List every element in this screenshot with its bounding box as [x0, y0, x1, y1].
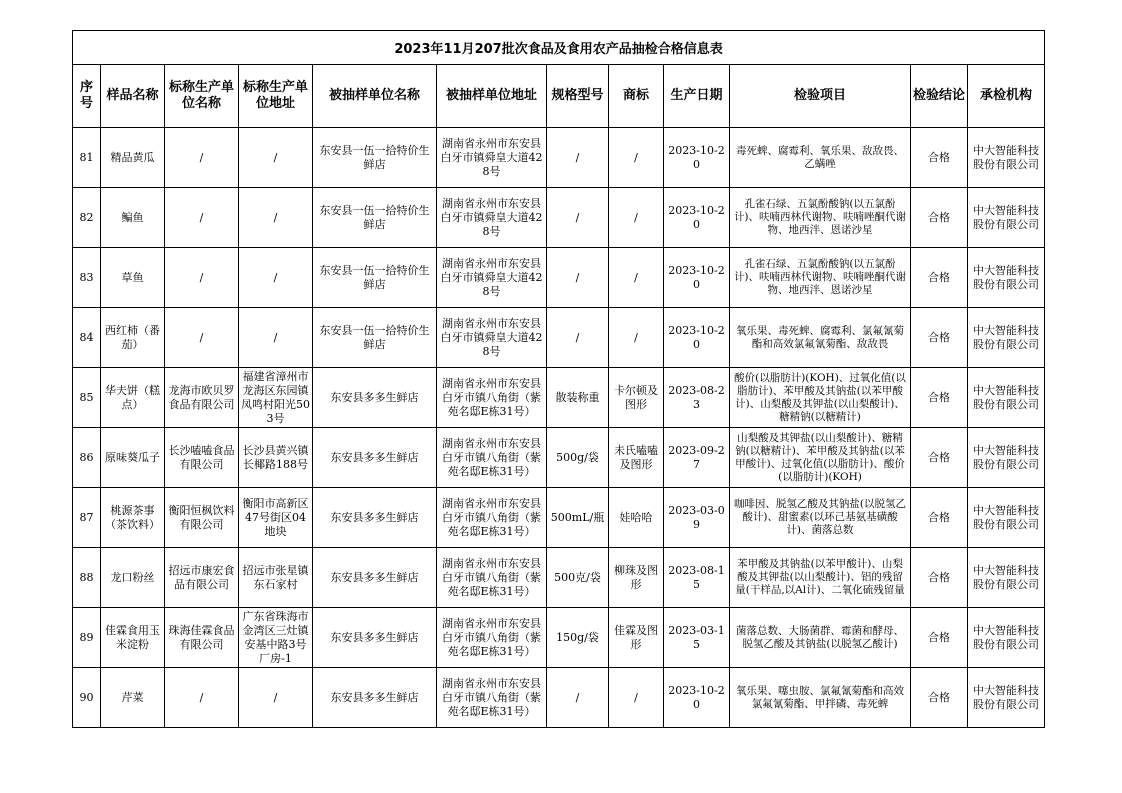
cell-trademark: /: [609, 128, 664, 188]
cell-index: 84: [73, 308, 101, 368]
cell-producer-address: /: [239, 248, 313, 308]
table-row: [73, 128, 1045, 188]
cell-spec: /: [547, 248, 609, 308]
col-header-conclusion: 检验结论: [911, 65, 968, 128]
cell-index: 87: [73, 488, 101, 548]
col-header-producer-name: 标称生产单位名称: [165, 65, 239, 128]
cell-spec: /: [547, 188, 609, 248]
cell-index: 82: [73, 188, 101, 248]
cell-producer-address: 长沙县黄兴镇长椰路188号: [239, 428, 313, 488]
cell-sampled-unit-address: 湖南省永州市东安县白牙市镇舜皇大道428号: [437, 188, 547, 248]
cell-sampled-unit-name: 东安县一伍一拾特价生鲜店: [313, 188, 437, 248]
cell-producer-name: /: [165, 668, 239, 728]
cell-sampled-unit-name: 东安县多多生鲜店: [313, 488, 437, 548]
cell-lab: 中大智能科技股份有限公司: [968, 248, 1045, 308]
cell-producer-name: 招远市康宏食品有限公司: [165, 548, 239, 608]
cell-sampled-unit-address: 湖南省永州市东安县白牙市镇舜皇大道428号: [437, 128, 547, 188]
cell-lab: 中大智能科技股份有限公司: [968, 548, 1045, 608]
cell-production-date: 2023-10-20: [664, 248, 730, 308]
cell-sampled-unit-address: 湖南省永州市东安县白牙市镇舜皇大道428号: [437, 308, 547, 368]
cell-sample-name: 草鱼: [101, 248, 165, 308]
cell-conclusion: 合格: [911, 548, 968, 608]
cell-sampled-unit-name: 东安县多多生鲜店: [313, 548, 437, 608]
cell-producer-name: /: [165, 188, 239, 248]
col-header-test-items: 检验项目: [730, 65, 911, 128]
cell-production-date: 2023-09-27: [664, 428, 730, 488]
cell-production-date: 2023-10-20: [664, 188, 730, 248]
cell-conclusion: 合格: [911, 188, 968, 248]
cell-spec: 150g/袋: [547, 608, 609, 668]
cell-production-date: 2023-10-20: [664, 668, 730, 728]
cell-lab: 中大智能科技股份有限公司: [968, 608, 1045, 668]
cell-conclusion: 合格: [911, 488, 968, 548]
cell-lab: 中大智能科技股份有限公司: [968, 428, 1045, 488]
cell-test-items: 山梨酸及其钾盐(以山梨酸计)、糖精钠(以糖精计)、苯甲酸及其钠盐(以苯甲酸计)、过氧化值(以脂肪计)、酸价(以脂肪计)(KOH): [730, 428, 911, 488]
title-row: [73, 31, 1045, 65]
cell-trademark: /: [609, 248, 664, 308]
cell-conclusion: 合格: [911, 428, 968, 488]
cell-conclusion: 合格: [911, 668, 968, 728]
cell-sample-name: 精品黄瓜: [101, 128, 165, 188]
table-title: 2023年11月207批次食品及食用农产品抽检合格信息表: [73, 31, 1045, 65]
cell-producer-address: /: [239, 188, 313, 248]
cell-sampled-unit-address: 湖南省永州市东安县白牙市镇八角街（紫苑名邸E栋31号）: [437, 488, 547, 548]
cell-producer-name: /: [165, 248, 239, 308]
cell-sampled-unit-name: 东安县一伍一拾特价生鲜店: [313, 128, 437, 188]
cell-conclusion: 合格: [911, 248, 968, 308]
cell-index: 89: [73, 608, 101, 668]
cell-lab: 中大智能科技股份有限公司: [968, 128, 1045, 188]
table-row: [73, 488, 1045, 548]
cell-sampled-unit-address: 湖南省永州市东安县白牙市镇八角街（紫苑名邸E栋31号）: [437, 668, 547, 728]
cell-producer-name: 衡阳恒枫饮料有限公司: [165, 488, 239, 548]
header-row: [73, 65, 1045, 128]
cell-trademark: /: [609, 308, 664, 368]
cell-sampled-unit-name: 东安县一伍一拾特价生鲜店: [313, 308, 437, 368]
cell-trademark: /: [609, 668, 664, 728]
table-row: [73, 368, 1045, 428]
cell-test-items: 毒死蜱、腐霉利、氧乐果、敌敌畏、乙螨唑: [730, 128, 911, 188]
cell-spec: 500克/袋: [547, 548, 609, 608]
table-row: [73, 308, 1045, 368]
cell-sample-name: 桃源茶事（茶饮料）: [101, 488, 165, 548]
cell-lab: 中大智能科技股份有限公司: [968, 488, 1045, 548]
cell-producer-address: 广东省珠海市金湾区三灶镇安基中路3号厂房-1: [239, 608, 313, 668]
cell-sample-name: 龙口粉丝: [101, 548, 165, 608]
cell-trademark: /: [609, 188, 664, 248]
cell-production-date: 2023-08-23: [664, 368, 730, 428]
cell-test-items: 苯甲酸及其钠盐(以苯甲酸计)、山梨酸及其钾盐(以山梨酸计)、铝的残留量(干样品,以Al计)、二氧化硫残留量: [730, 548, 911, 608]
col-header-spec: 规格型号: [547, 65, 609, 128]
cell-producer-name: 珠海佳霖食品有限公司: [165, 608, 239, 668]
cell-index: 83: [73, 248, 101, 308]
cell-producer-address: 衡阳市高新区47号街区04地块: [239, 488, 313, 548]
table-row: [73, 188, 1045, 248]
cell-lab: 中大智能科技股份有限公司: [968, 368, 1045, 428]
cell-conclusion: 合格: [911, 128, 968, 188]
cell-sampled-unit-address: 湖南省永州市东安县白牙市镇八角街（紫苑名邸E栋31号）: [437, 608, 547, 668]
cell-conclusion: 合格: [911, 368, 968, 428]
cell-test-items: 孔雀石绿、五氯酚酸钠(以五氯酚计)、呋喃西林代谢物、呋喃唑酮代谢物、地西泮、恩诺沙星: [730, 248, 911, 308]
cell-test-items: 孔雀石绿、五氯酚酸钠(以五氯酚计)、呋喃西林代谢物、呋喃唑酮代谢物、地西泮、恩诺沙星: [730, 188, 911, 248]
cell-producer-address: /: [239, 128, 313, 188]
cell-spec: /: [547, 668, 609, 728]
cell-test-items: 酸价(以脂肪计)(KOH)、过氧化值(以脂肪计)、苯甲酸及其钠盐(以苯甲酸计)、山梨酸及其钾盐(以山梨酸计)、糖精钠(以糖精计): [730, 368, 911, 428]
cell-producer-name: 龙海市欧贝罗食品有限公司: [165, 368, 239, 428]
cell-production-date: 2023-03-09: [664, 488, 730, 548]
col-header-sample-name: 样品名称: [101, 65, 165, 128]
cell-trademark: 卡尔顿及图形: [609, 368, 664, 428]
cell-sampled-unit-address: 湖南省永州市东安县白牙市镇八角街（紫苑名邸E栋31号）: [437, 548, 547, 608]
cell-sample-name: 鳊鱼: [101, 188, 165, 248]
cell-test-items: 咖啡因、脱氢乙酸及其钠盐(以脱氢乙酸计)、甜蜜素(以环己基氨基磺酸计)、菌落总数: [730, 488, 911, 548]
cell-index: 90: [73, 668, 101, 728]
cell-sampled-unit-address: 湖南省永州市东安县白牙市镇舜皇大道428号: [437, 248, 547, 308]
cell-production-date: 2023-08-15: [664, 548, 730, 608]
cell-production-date: 2023-03-15: [664, 608, 730, 668]
cell-lab: 中大智能科技股份有限公司: [968, 188, 1045, 248]
table-row: [73, 608, 1045, 668]
cell-producer-address: 福建省漳州市龙海区东园镇凤鸣村阳光503号: [239, 368, 313, 428]
cell-spec: /: [547, 308, 609, 368]
cell-sampled-unit-name: 东安县多多生鲜店: [313, 608, 437, 668]
cell-conclusion: 合格: [911, 308, 968, 368]
cell-sample-name: 佳霖食用玉米淀粉: [101, 608, 165, 668]
cell-producer-name: /: [165, 308, 239, 368]
cell-sample-name: 原味葵瓜子: [101, 428, 165, 488]
col-header-sampled-unit-address: 被抽样单位地址: [437, 65, 547, 128]
cell-index: 88: [73, 548, 101, 608]
cell-test-items: 氧乐果、噻虫胺、氯氟氰菊酯和高效氯氟氰菊酯、甲拌磷、毒死蜱: [730, 668, 911, 728]
inspection-table: [72, 30, 1045, 728]
cell-sampled-unit-name: 东安县多多生鲜店: [313, 668, 437, 728]
cell-sample-name: 西红柿（番茄）: [101, 308, 165, 368]
table-row: [73, 428, 1045, 488]
cell-conclusion: 合格: [911, 608, 968, 668]
cell-spec: 500mL/瓶: [547, 488, 609, 548]
cell-producer-name: /: [165, 128, 239, 188]
cell-sample-name: 芹菜: [101, 668, 165, 728]
cell-production-date: 2023-10-20: [664, 308, 730, 368]
cell-index: 86: [73, 428, 101, 488]
cell-trademark: 娃哈哈: [609, 488, 664, 548]
cell-sampled-unit-name: 东安县多多生鲜店: [313, 368, 437, 428]
cell-spec: /: [547, 128, 609, 188]
cell-sampled-unit-name: 东安县一伍一拾特价生鲜店: [313, 248, 437, 308]
cell-producer-address: /: [239, 668, 313, 728]
cell-producer-address: /: [239, 308, 313, 368]
cell-index: 81: [73, 128, 101, 188]
col-header-production-date: 生产日期: [664, 65, 730, 128]
cell-test-items: 菌落总数、大肠菌群、霉菌和酵母、脱氢乙酸及其钠盐(以脱氢乙酸计): [730, 608, 911, 668]
cell-sampled-unit-address: 湖南省永州市东安县白牙市镇八角街（紫苑名邸E栋31号）: [437, 368, 547, 428]
cell-sample-name: 华夫饼（糕点）: [101, 368, 165, 428]
table-row: [73, 668, 1045, 728]
cell-trademark: 柳珠及图形: [609, 548, 664, 608]
cell-lab: 中大智能科技股份有限公司: [968, 308, 1045, 368]
cell-test-items: 氧乐果、毒死蜱、腐霉利、氯氟氰菊酯和高效氯氟氰菊酯、敌敌畏: [730, 308, 911, 368]
cell-trademark: 佳霖及图形: [609, 608, 664, 668]
col-header-trademark: 商标: [609, 65, 664, 128]
cell-producer-name: 长沙嗑嗑食品有限公司: [165, 428, 239, 488]
cell-index: 85: [73, 368, 101, 428]
table-row: [73, 248, 1045, 308]
cell-spec: 散装称重: [547, 368, 609, 428]
cell-producer-address: 招远市张星镇东石家村: [239, 548, 313, 608]
col-header-producer-address: 标称生产单位地址: [239, 65, 313, 128]
cell-sampled-unit-name: 东安县多多生鲜店: [313, 428, 437, 488]
cell-production-date: 2023-10-20: [664, 128, 730, 188]
cell-lab: 中大智能科技股份有限公司: [968, 668, 1045, 728]
cell-trademark: 未氏嗑嗑及图形: [609, 428, 664, 488]
col-header-lab: 承检机构: [968, 65, 1045, 128]
col-header-sampled-unit-name: 被抽样单位名称: [313, 65, 437, 128]
table-row: [73, 548, 1045, 608]
col-header-index: 序号: [73, 65, 101, 128]
cell-sampled-unit-address: 湖南省永州市东安县白牙市镇八角街（紫苑名邸E栋31号）: [437, 428, 547, 488]
cell-spec: 500g/袋: [547, 428, 609, 488]
